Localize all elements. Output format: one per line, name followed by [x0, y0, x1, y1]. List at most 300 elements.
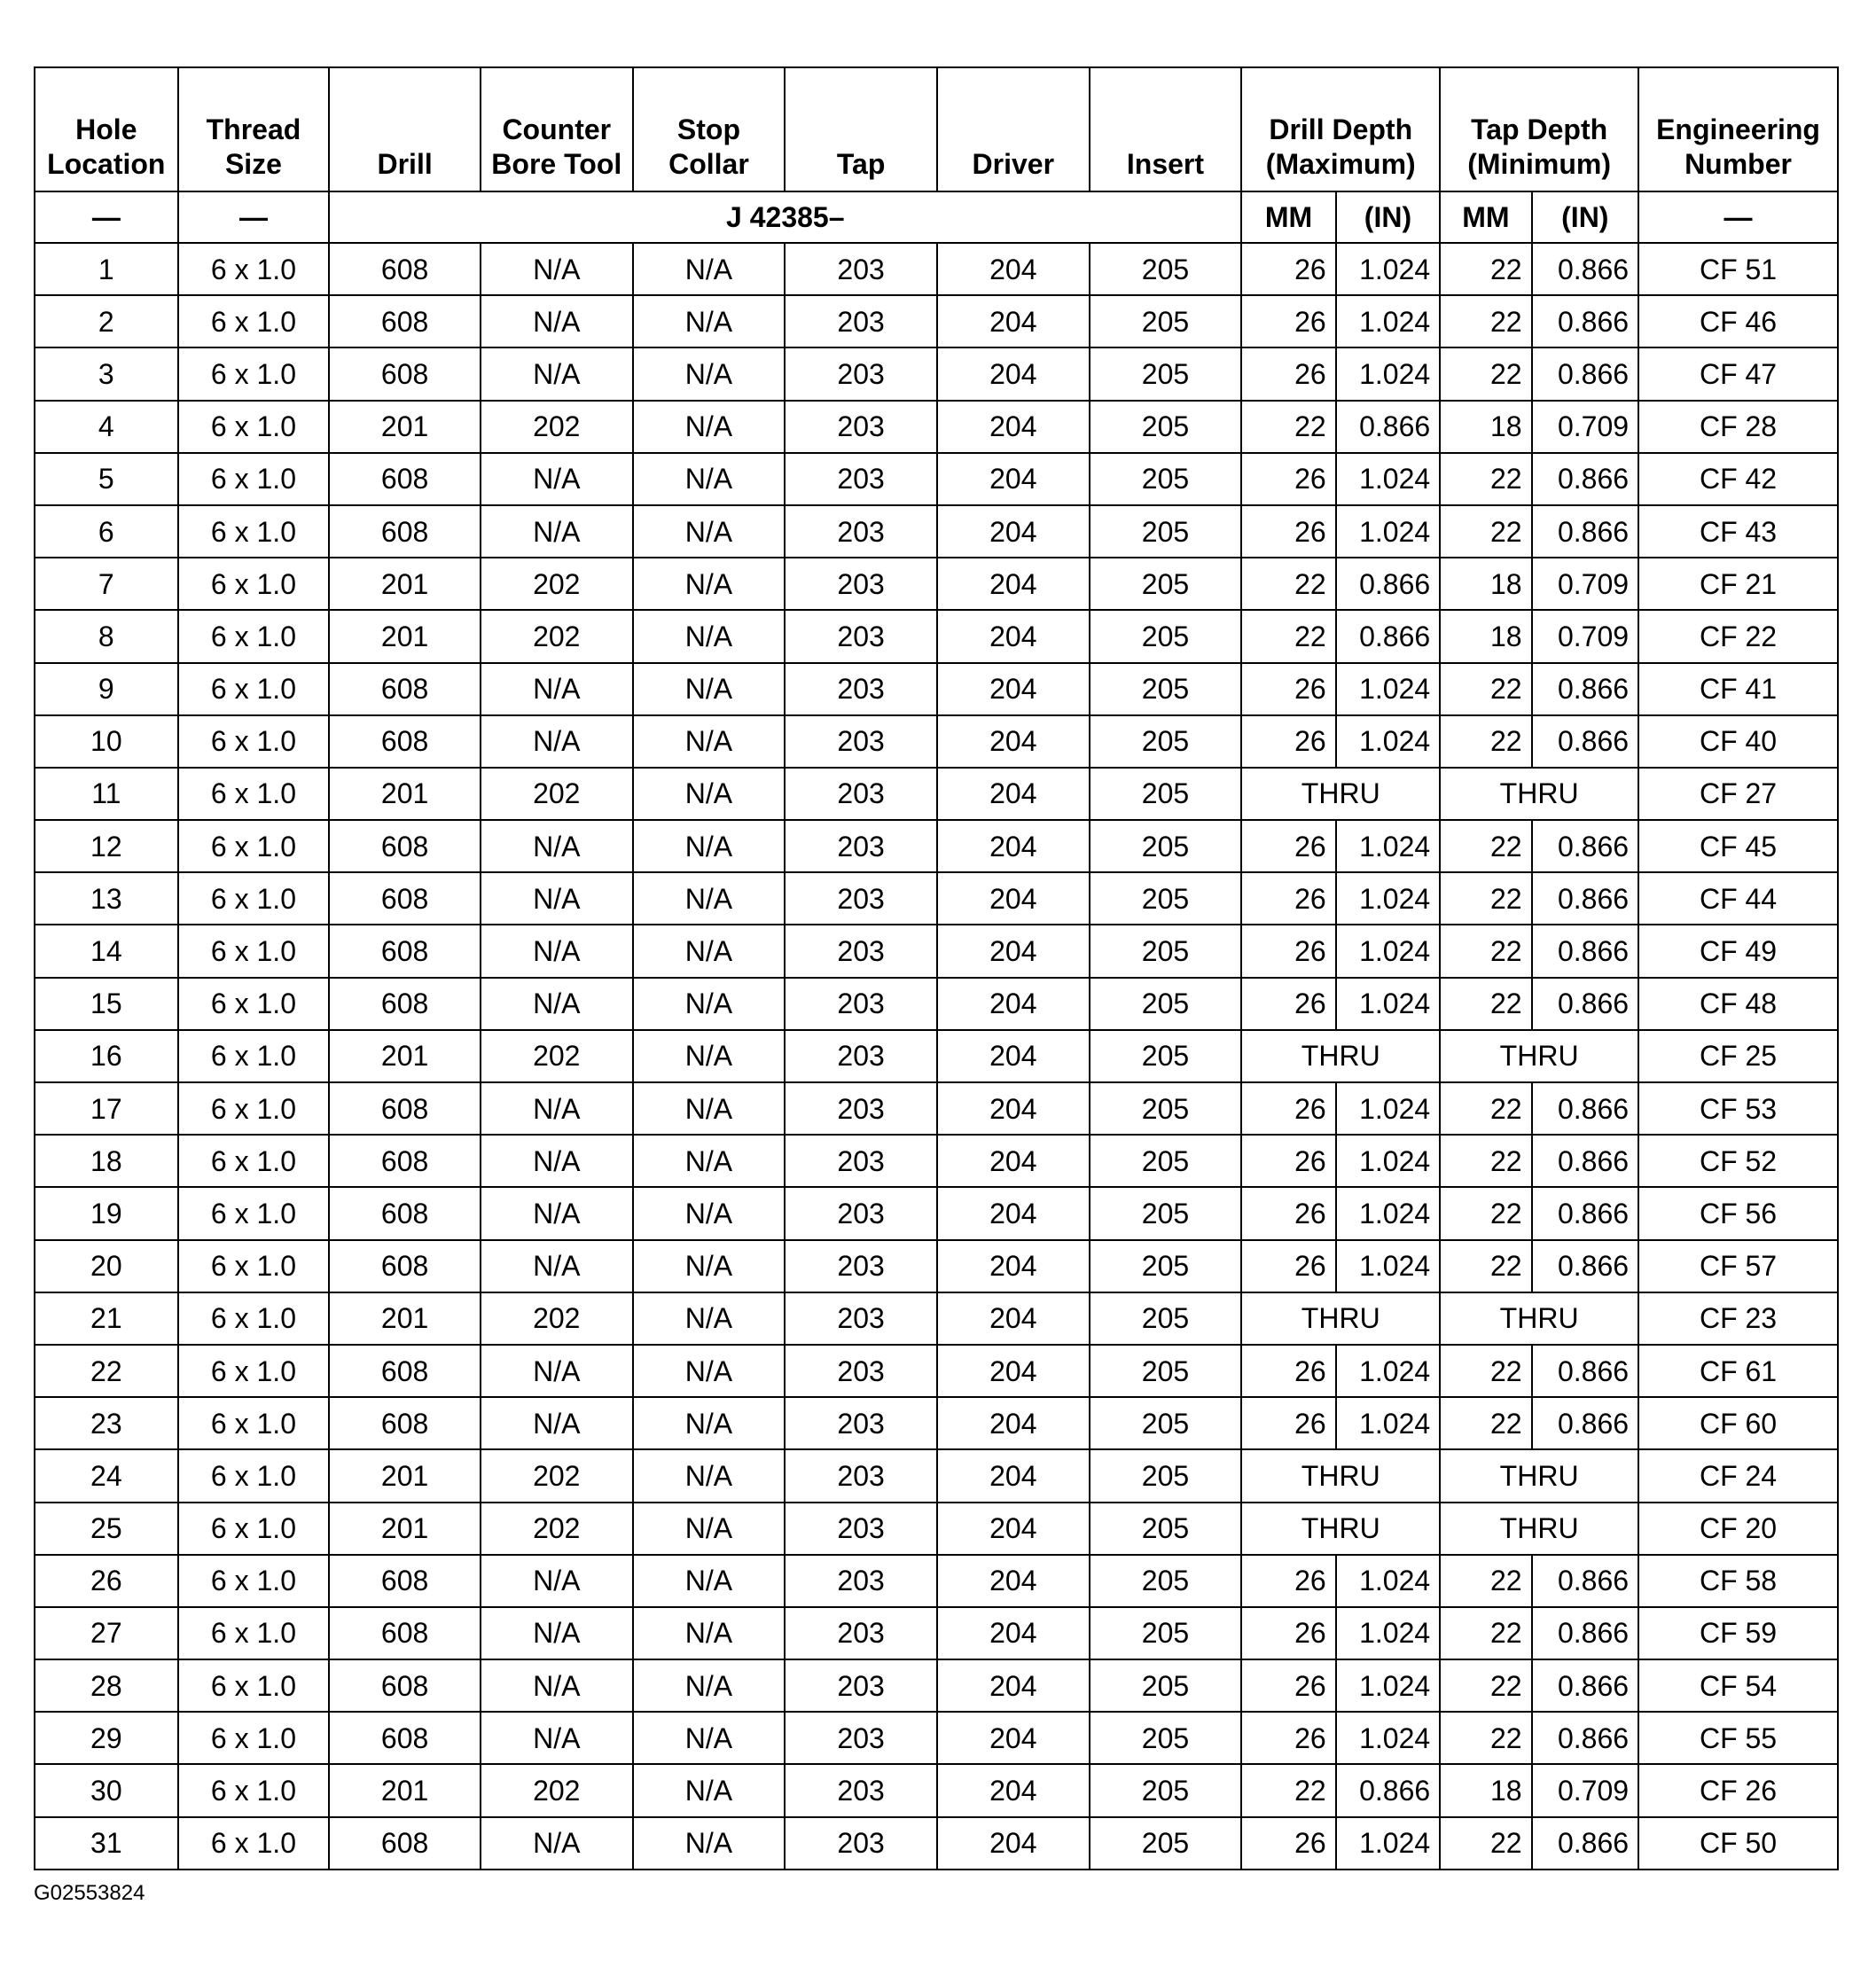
table-row: [35, 453, 1838, 505]
table-row: [35, 1449, 1838, 1502]
cell-thread-size: 6 x 1.0: [178, 1345, 330, 1397]
cell-tap: 203: [785, 715, 937, 768]
cell-stop-collar: N/A: [633, 295, 786, 347]
cell-tap-depth-in: 0.866: [1532, 243, 1638, 295]
cell-engineering-number: CF 47: [1638, 347, 1838, 400]
cell-drill: 608: [329, 453, 481, 505]
cell-drill: 201: [329, 401, 481, 453]
cell-tap-depth-mm: 22: [1440, 1240, 1531, 1292]
cell-drill-depth-mm: 26: [1241, 243, 1335, 295]
cell-tap-depth-in: 0.866: [1532, 1817, 1638, 1870]
cell-hole-location: 1: [35, 243, 178, 295]
cell-driver: 204: [937, 978, 1090, 1030]
header-hole-location: Hole Location: [35, 67, 178, 191]
cell-counter-bore-tool: N/A: [481, 1659, 633, 1712]
cell-insert: 205: [1090, 1607, 1242, 1659]
cell-drill: 201: [329, 1030, 481, 1082]
cell-tap-depth-mm: 18: [1440, 401, 1531, 453]
cell-engineering-number: CF 42: [1638, 453, 1838, 505]
cell-thread-size: 6 x 1.0: [178, 715, 330, 768]
cell-driver: 204: [937, 1712, 1090, 1764]
cell-drill-depth-mm: 26: [1241, 1135, 1335, 1187]
cell-insert: 205: [1090, 663, 1242, 715]
cell-drill-depth-mm: 26: [1241, 820, 1335, 872]
cell-driver: 204: [937, 1607, 1090, 1659]
cell-driver: 204: [937, 768, 1090, 820]
cell-insert: 205: [1090, 1030, 1242, 1082]
cell-engineering-number: CF 58: [1638, 1555, 1838, 1607]
cell-hole-location: 23: [35, 1397, 178, 1449]
cell-stop-collar: N/A: [633, 1240, 786, 1292]
cell-tap-depth-thru: THRU: [1440, 1030, 1638, 1082]
cell-counter-bore-tool: N/A: [481, 820, 633, 872]
cell-engineering-number: CF 49: [1638, 925, 1838, 977]
cell-stop-collar: N/A: [633, 505, 786, 558]
cell-thread-size: 6 x 1.0: [178, 347, 330, 400]
cell-insert: 205: [1090, 347, 1242, 400]
table-row: [35, 1082, 1838, 1135]
table-row: [35, 1240, 1838, 1292]
cell-hole-location: 6: [35, 505, 178, 558]
cell-engineering-number: CF 26: [1638, 1764, 1838, 1816]
cell-stop-collar: N/A: [633, 347, 786, 400]
table-row: [35, 558, 1838, 610]
cell-drill-depth-mm: 26: [1241, 1659, 1335, 1712]
cell-drill: 201: [329, 1449, 481, 1502]
cell-tap-depth-in: 0.866: [1532, 1555, 1638, 1607]
cell-tap-depth-mm: 22: [1440, 715, 1531, 768]
cell-drill: 608: [329, 243, 481, 295]
cell-drill-depth-mm: 26: [1241, 1607, 1335, 1659]
subheader-row: [35, 191, 1838, 243]
cell-drill: 608: [329, 925, 481, 977]
cell-stop-collar: N/A: [633, 1712, 786, 1764]
cell-tap-depth-mm: 22: [1440, 1659, 1531, 1712]
cell-engineering-number: CF 55: [1638, 1712, 1838, 1764]
cell-counter-bore-tool: N/A: [481, 1555, 633, 1607]
cell-tap: 203: [785, 1240, 937, 1292]
cell-engineering-number: CF 46: [1638, 295, 1838, 347]
cell-driver: 204: [937, 715, 1090, 768]
cell-stop-collar: N/A: [633, 1817, 786, 1870]
cell-insert: 205: [1090, 295, 1242, 347]
cell-insert: 205: [1090, 1292, 1242, 1345]
cell-drill: 608: [329, 1607, 481, 1659]
table-row: [35, 610, 1838, 662]
cell-engineering-number: CF 21: [1638, 558, 1838, 610]
cell-hole-location: 4: [35, 401, 178, 453]
subheader-tool-kit: J 42385–: [329, 191, 1241, 243]
cell-thread-size: 6 x 1.0: [178, 1607, 330, 1659]
cell-counter-bore-tool: N/A: [481, 1135, 633, 1187]
cell-drill-depth-mm: 26: [1241, 295, 1335, 347]
cell-tap-depth-mm: 22: [1440, 243, 1531, 295]
header-engineering-number: Engineering Number: [1638, 67, 1838, 191]
cell-thread-size: 6 x 1.0: [178, 1817, 330, 1870]
table-row: [35, 978, 1838, 1030]
cell-thread-size: 6 x 1.0: [178, 1764, 330, 1816]
cell-drill-depth-mm: 26: [1241, 1712, 1335, 1764]
cell-engineering-number: CF 61: [1638, 1345, 1838, 1397]
cell-engineering-number: CF 57: [1638, 1240, 1838, 1292]
cell-drill-depth-in: 0.866: [1336, 401, 1440, 453]
cell-tap-depth-in: 0.866: [1532, 1659, 1638, 1712]
table-row: [35, 1292, 1838, 1345]
cell-hole-location: 2: [35, 295, 178, 347]
cell-tap: 203: [785, 1817, 937, 1870]
cell-tap-depth-mm: 22: [1440, 1187, 1531, 1239]
hole-spec-table: [34, 66, 1839, 1870]
cell-thread-size: 6 x 1.0: [178, 925, 330, 977]
cell-tap-depth-in: 0.866: [1532, 1712, 1638, 1764]
cell-thread-size: 6 x 1.0: [178, 401, 330, 453]
cell-drill-depth-in: 1.024: [1336, 243, 1440, 295]
cell-tap: 203: [785, 295, 937, 347]
cell-thread-size: 6 x 1.0: [178, 768, 330, 820]
cell-tap-depth-in: 0.866: [1532, 1345, 1638, 1397]
cell-engineering-number: CF 60: [1638, 1397, 1838, 1449]
cell-counter-bore-tool: 202: [481, 610, 633, 662]
table-row: [35, 872, 1838, 925]
cell-driver: 204: [937, 1555, 1090, 1607]
cell-driver: 204: [937, 1817, 1090, 1870]
cell-driver: 204: [937, 558, 1090, 610]
subheader-drill-in: (IN): [1336, 191, 1440, 243]
header-tap-depth: Tap Depth (Minimum): [1440, 67, 1638, 191]
table-row: [35, 1030, 1838, 1082]
cell-insert: 205: [1090, 1817, 1242, 1870]
cell-engineering-number: CF 59: [1638, 1607, 1838, 1659]
table-row: [35, 1764, 1838, 1816]
cell-stop-collar: N/A: [633, 1607, 786, 1659]
cell-insert: 205: [1090, 1240, 1242, 1292]
cell-insert: 205: [1090, 1712, 1242, 1764]
cell-drill-depth-mm: 26: [1241, 453, 1335, 505]
cell-tap-depth-in: 0.709: [1532, 558, 1638, 610]
cell-drill-depth-in: 1.024: [1336, 1135, 1440, 1187]
cell-driver: 204: [937, 1449, 1090, 1502]
cell-tap-depth-mm: 22: [1440, 1712, 1531, 1764]
cell-stop-collar: N/A: [633, 1397, 786, 1449]
cell-tap: 203: [785, 401, 937, 453]
cell-counter-bore-tool: 202: [481, 1764, 633, 1816]
cell-drill: 608: [329, 295, 481, 347]
cell-drill-depth-in: 0.866: [1336, 1764, 1440, 1816]
cell-driver: 204: [937, 1764, 1090, 1816]
cell-stop-collar: N/A: [633, 1555, 786, 1607]
cell-tap: 203: [785, 1607, 937, 1659]
cell-engineering-number: CF 54: [1638, 1659, 1838, 1712]
cell-drill: 608: [329, 978, 481, 1030]
cell-tap-depth-mm: 22: [1440, 1082, 1531, 1135]
cell-insert: 205: [1090, 453, 1242, 505]
cell-thread-size: 6 x 1.0: [178, 1712, 330, 1764]
cell-counter-bore-tool: 202: [481, 1503, 633, 1555]
cell-tap: 203: [785, 1712, 937, 1764]
cell-hole-location: 18: [35, 1135, 178, 1187]
subheader-tap-in: (IN): [1532, 191, 1638, 243]
cell-tap: 203: [785, 453, 937, 505]
cell-tap-depth-in: 0.866: [1532, 872, 1638, 925]
cell-drill: 608: [329, 1240, 481, 1292]
cell-tap-depth-in: 0.866: [1532, 1135, 1638, 1187]
cell-driver: 204: [937, 820, 1090, 872]
cell-drill-depth-in: 1.024: [1336, 715, 1440, 768]
table-row: [35, 1503, 1838, 1555]
cell-drill: 608: [329, 1555, 481, 1607]
cell-engineering-number: CF 40: [1638, 715, 1838, 768]
cell-tap: 203: [785, 872, 937, 925]
cell-insert: 205: [1090, 1345, 1242, 1397]
cell-stop-collar: N/A: [633, 872, 786, 925]
cell-drill-depth-in: 1.024: [1336, 1712, 1440, 1764]
table-row: [35, 1712, 1838, 1764]
cell-tap-depth-mm: 22: [1440, 663, 1531, 715]
cell-drill: 201: [329, 1503, 481, 1555]
cell-stop-collar: N/A: [633, 1030, 786, 1082]
header-insert: Insert: [1090, 67, 1242, 191]
cell-driver: 204: [937, 1503, 1090, 1555]
cell-tap: 203: [785, 925, 937, 977]
cell-drill-depth-in: 1.024: [1336, 1659, 1440, 1712]
cell-drill-depth-in: 1.024: [1336, 1345, 1440, 1397]
cell-hole-location: 27: [35, 1607, 178, 1659]
cell-drill-depth-in: 1.024: [1336, 925, 1440, 977]
cell-driver: 204: [937, 1345, 1090, 1397]
cell-stop-collar: N/A: [633, 1082, 786, 1135]
table-row: [35, 295, 1838, 347]
cell-counter-bore-tool: N/A: [481, 1082, 633, 1135]
cell-drill-depth-thru: THRU: [1241, 1030, 1440, 1082]
cell-thread-size: 6 x 1.0: [178, 1135, 330, 1187]
cell-drill-depth-in: 1.024: [1336, 820, 1440, 872]
cell-hole-location: 22: [35, 1345, 178, 1397]
cell-engineering-number: CF 20: [1638, 1503, 1838, 1555]
cell-stop-collar: N/A: [633, 1345, 786, 1397]
cell-drill: 608: [329, 663, 481, 715]
cell-driver: 204: [937, 243, 1090, 295]
figure-id: G02553824: [34, 1881, 145, 1905]
cell-drill-depth-mm: 22: [1241, 558, 1335, 610]
cell-tap-depth-in: 0.866: [1532, 715, 1638, 768]
cell-tap: 203: [785, 1345, 937, 1397]
cell-tap-depth-thru: THRU: [1440, 1503, 1638, 1555]
cell-drill: 201: [329, 1764, 481, 1816]
cell-counter-bore-tool: N/A: [481, 872, 633, 925]
cell-driver: 204: [937, 401, 1090, 453]
cell-insert: 205: [1090, 978, 1242, 1030]
cell-counter-bore-tool: N/A: [481, 663, 633, 715]
cell-driver: 204: [937, 925, 1090, 977]
cell-stop-collar: N/A: [633, 1135, 786, 1187]
cell-hole-location: 15: [35, 978, 178, 1030]
cell-tap: 203: [785, 1503, 937, 1555]
cell-driver: 204: [937, 1659, 1090, 1712]
cell-drill-depth-mm: 26: [1241, 978, 1335, 1030]
cell-tap-depth-thru: THRU: [1440, 1449, 1638, 1502]
cell-drill-depth-in: 1.024: [1336, 663, 1440, 715]
cell-insert: 205: [1090, 715, 1242, 768]
cell-drill-depth-thru: THRU: [1241, 1292, 1440, 1345]
cell-tap: 203: [785, 1764, 937, 1816]
cell-hole-location: 12: [35, 820, 178, 872]
cell-drill: 608: [329, 1187, 481, 1239]
cell-drill-depth-in: 1.024: [1336, 1397, 1440, 1449]
cell-drill-depth-in: 1.024: [1336, 1082, 1440, 1135]
cell-counter-bore-tool: N/A: [481, 295, 633, 347]
cell-drill-depth-mm: 22: [1241, 401, 1335, 453]
cell-hole-location: 28: [35, 1659, 178, 1712]
cell-drill: 608: [329, 715, 481, 768]
cell-driver: 204: [937, 505, 1090, 558]
cell-tap-depth-mm: 22: [1440, 295, 1531, 347]
cell-stop-collar: N/A: [633, 663, 786, 715]
cell-tap: 203: [785, 610, 937, 662]
cell-tap-depth-in: 0.866: [1532, 978, 1638, 1030]
cell-tap: 203: [785, 663, 937, 715]
cell-tap-depth-mm: 18: [1440, 610, 1531, 662]
cell-insert: 205: [1090, 1555, 1242, 1607]
cell-tap-depth-mm: 22: [1440, 1397, 1531, 1449]
cell-stop-collar: N/A: [633, 610, 786, 662]
cell-insert: 205: [1090, 1764, 1242, 1816]
cell-drill-depth-in: 1.024: [1336, 978, 1440, 1030]
cell-engineering-number: CF 52: [1638, 1135, 1838, 1187]
cell-insert: 205: [1090, 1659, 1242, 1712]
cell-drill-depth-mm: 26: [1241, 663, 1335, 715]
cell-hole-location: 30: [35, 1764, 178, 1816]
cell-driver: 204: [937, 872, 1090, 925]
cell-hole-location: 8: [35, 610, 178, 662]
subheader-tap-mm: MM: [1440, 191, 1531, 243]
cell-driver: 204: [937, 1397, 1090, 1449]
cell-drill-depth-in: 1.024: [1336, 453, 1440, 505]
cell-stop-collar: N/A: [633, 401, 786, 453]
cell-counter-bore-tool: N/A: [481, 453, 633, 505]
cell-tap: 203: [785, 243, 937, 295]
cell-tap-depth-in: 0.866: [1532, 505, 1638, 558]
cell-engineering-number: CF 51: [1638, 243, 1838, 295]
cell-drill-depth-thru: THRU: [1241, 1503, 1440, 1555]
cell-insert: 205: [1090, 505, 1242, 558]
cell-drill-depth-in: 0.866: [1336, 558, 1440, 610]
header-stop-collar: Stop Collar: [633, 67, 786, 191]
cell-insert: 205: [1090, 1082, 1242, 1135]
cell-tap-depth-in: 0.866: [1532, 347, 1638, 400]
cell-thread-size: 6 x 1.0: [178, 663, 330, 715]
cell-tap: 203: [785, 768, 937, 820]
cell-tap: 203: [785, 347, 937, 400]
cell-thread-size: 6 x 1.0: [178, 1030, 330, 1082]
cell-hole-location: 20: [35, 1240, 178, 1292]
cell-tap-depth-in: 0.866: [1532, 1082, 1638, 1135]
cell-drill-depth-mm: 26: [1241, 715, 1335, 768]
cell-thread-size: 6 x 1.0: [178, 1555, 330, 1607]
cell-insert: 205: [1090, 1187, 1242, 1239]
cell-engineering-number: CF 43: [1638, 505, 1838, 558]
cell-drill: 608: [329, 505, 481, 558]
cell-tap-depth-in: 0.866: [1532, 295, 1638, 347]
cell-drill-depth-mm: 26: [1241, 1240, 1335, 1292]
cell-hole-location: 7: [35, 558, 178, 610]
cell-counter-bore-tool: 202: [481, 558, 633, 610]
cell-insert: 205: [1090, 401, 1242, 453]
table-row: [35, 1659, 1838, 1712]
table-row: [35, 663, 1838, 715]
table-row: [35, 1187, 1838, 1239]
table-row: [35, 820, 1838, 872]
cell-stop-collar: N/A: [633, 558, 786, 610]
cell-hole-location: 19: [35, 1187, 178, 1239]
cell-thread-size: 6 x 1.0: [178, 1292, 330, 1345]
cell-hole-location: 5: [35, 453, 178, 505]
cell-counter-bore-tool: N/A: [481, 1712, 633, 1764]
cell-stop-collar: N/A: [633, 1187, 786, 1239]
cell-thread-size: 6 x 1.0: [178, 453, 330, 505]
table-row: [35, 715, 1838, 768]
header-counter-bore-tool: Counter Bore Tool: [481, 67, 633, 191]
cell-tap: 203: [785, 1449, 937, 1502]
cell-insert: 205: [1090, 610, 1242, 662]
cell-tap-depth-mm: 22: [1440, 925, 1531, 977]
cell-stop-collar: N/A: [633, 715, 786, 768]
table-row: [35, 505, 1838, 558]
cell-insert: 205: [1090, 1397, 1242, 1449]
cell-thread-size: 6 x 1.0: [178, 1397, 330, 1449]
cell-tap: 203: [785, 1082, 937, 1135]
table-row: [35, 1345, 1838, 1397]
cell-drill: 201: [329, 610, 481, 662]
cell-thread-size: 6 x 1.0: [178, 1503, 330, 1555]
subheader-engineering-dash: —: [1638, 191, 1838, 243]
cell-tap-depth-thru: THRU: [1440, 768, 1638, 820]
cell-counter-bore-tool: N/A: [481, 505, 633, 558]
cell-drill: 608: [329, 347, 481, 400]
cell-hole-location: 24: [35, 1449, 178, 1502]
subheader-drill-mm: MM: [1241, 191, 1335, 243]
header-drill: Drill: [329, 67, 481, 191]
subheader-thread-dash: —: [178, 191, 330, 243]
cell-drill: 608: [329, 1135, 481, 1187]
cell-tap-depth-mm: 22: [1440, 872, 1531, 925]
cell-insert: 205: [1090, 1503, 1242, 1555]
table-row: [35, 768, 1838, 820]
cell-tap: 203: [785, 1555, 937, 1607]
cell-tap-depth-mm: 18: [1440, 1764, 1531, 1816]
cell-driver: 204: [937, 1240, 1090, 1292]
cell-counter-bore-tool: N/A: [481, 1397, 633, 1449]
cell-tap-depth-in: 0.866: [1532, 663, 1638, 715]
cell-tap-depth-mm: 22: [1440, 1135, 1531, 1187]
cell-tap-depth-in: 0.709: [1532, 610, 1638, 662]
cell-counter-bore-tool: 202: [481, 1030, 633, 1082]
table-row: [35, 243, 1838, 295]
cell-tap-depth-in: 0.866: [1532, 1240, 1638, 1292]
cell-drill-depth-mm: 26: [1241, 1555, 1335, 1607]
cell-thread-size: 6 x 1.0: [178, 820, 330, 872]
cell-hole-location: 16: [35, 1030, 178, 1082]
cell-counter-bore-tool: N/A: [481, 1607, 633, 1659]
cell-drill-depth-mm: 26: [1241, 347, 1335, 400]
cell-engineering-number: CF 50: [1638, 1817, 1838, 1870]
cell-drill-depth-mm: 26: [1241, 1345, 1335, 1397]
cell-engineering-number: CF 53: [1638, 1082, 1838, 1135]
cell-drill-depth-mm: 22: [1241, 1764, 1335, 1816]
cell-engineering-number: CF 56: [1638, 1187, 1838, 1239]
cell-tap: 203: [785, 1030, 937, 1082]
cell-insert: 205: [1090, 1449, 1242, 1502]
cell-drill-depth-mm: 26: [1241, 1817, 1335, 1870]
